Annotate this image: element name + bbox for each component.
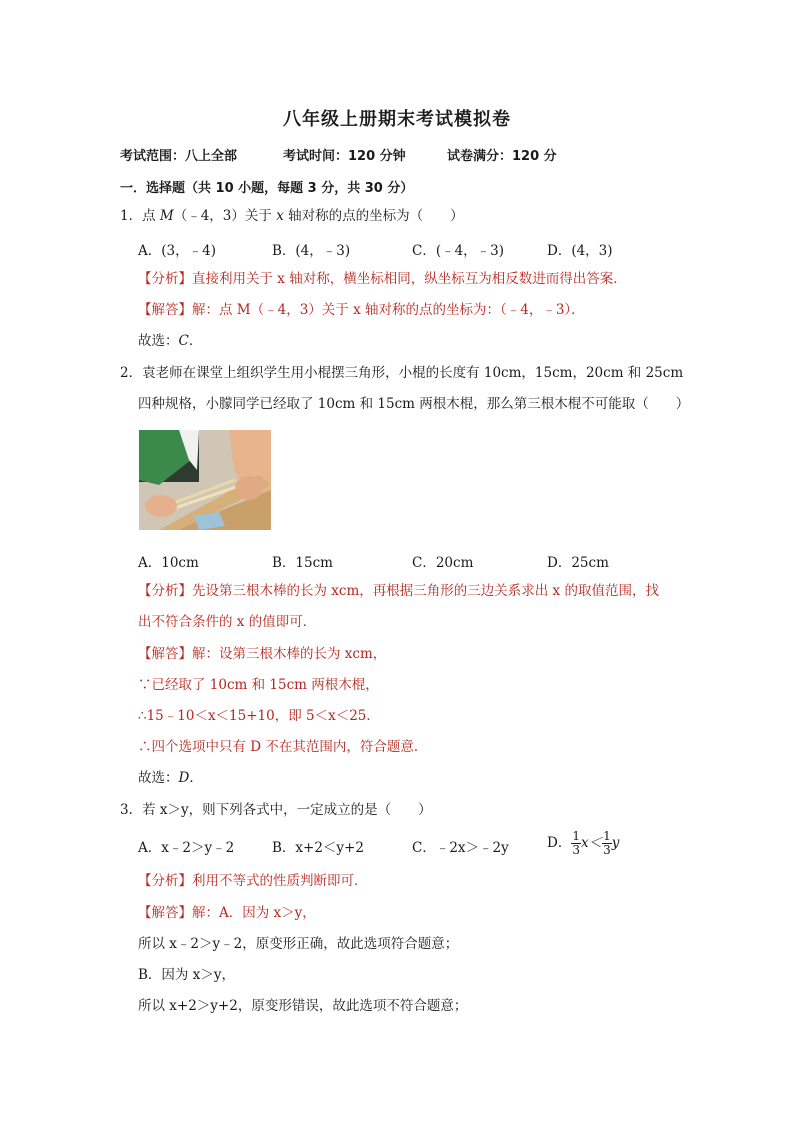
q3-option-b: B．x+2＜y+2 [272, 840, 364, 856]
exam-time: 考试时间：120 分钟 [283, 149, 406, 164]
q2-option-b: B．15cm [272, 555, 333, 571]
q2-analysis-line2: 出不符合条件的 x 的值即可． [138, 614, 317, 630]
q2-step2: ∴15﹣10＜x＜15+10，即 5＜x＜25． [138, 708, 380, 724]
sticks-photo [139, 430, 271, 530]
section-heading: 一．选择题（共 10 小题，每题 3 分，共 30 分） [120, 181, 414, 196]
q2-choice: 故选：D． [138, 770, 203, 786]
q1-choice: 故选：C． [138, 333, 203, 349]
q1-option-c: C．(﹣4，﹣3) [412, 243, 505, 259]
q3-analysis: 【分析】利用不等式的性质判断即可． [138, 873, 368, 889]
q2-stem-line2: 四种规格，小朦同学已经取了 10cm 和 15cm 两根木棍，那么第三根木棍不可能取（ ） [138, 396, 690, 412]
q3-line-b2: 所以 x+2＞y+2，原变形错误，故此选项不符合题意； [138, 998, 468, 1014]
q3-line-a: 所以 x﹣2＞y﹣2，原变形正确，故此选项符合题意； [138, 936, 459, 952]
q2-step1: ∵已经取了 10cm 和 15cm 两根木棍， [138, 677, 379, 693]
sticks-photo-illustration [139, 430, 271, 530]
exam-score: 试卷满分：120 分 [447, 149, 557, 164]
q1-answer: 【解答】解：点 M（﹣4，3）关于 x 轴对称的点的坐标为：（﹣4，﹣3）． [138, 302, 585, 318]
q1-option-b: B．(4，﹣3) [272, 243, 351, 259]
exam-range: 考试范围：八上全部 [120, 149, 238, 164]
q3-answer: 【解答】解：A．因为 x＞y， [138, 905, 316, 921]
q3-fraction-right: $\frac{1}{3}$ [603, 829, 611, 857]
q3-fraction-left: $\frac{1}{3}$ [572, 829, 580, 857]
q2-option-c: C．20cm [412, 555, 474, 571]
q3-line-b1: B．因为 x＞y， [138, 967, 235, 983]
q2-option-d: D．25cm [547, 555, 609, 571]
q1-option-d: D．(4，3) [547, 243, 613, 259]
q3-option-a: A．x﹣2＞y﹣2 [138, 840, 235, 856]
q2-stem-line1: 2．袁老师在课堂上组织学生用小棍摆三角形，小棍的长度有 10cm，15cm，20cm 和 25cm [120, 365, 684, 381]
q2-step3: ∴四个选项中只有 D 不在其范围内，符合题意． [138, 739, 428, 755]
q2-answer: 【解答】解：设第三根木棒的长为 xcm， [138, 646, 387, 662]
q1-option-a: A．(3，﹣4) [138, 243, 216, 259]
q1-stem: 1．点 M（﹣4，3）关于 x 轴对称的点的坐标为（ ） [120, 208, 464, 224]
q3-option-c: C．﹣2x＞﹣2y [412, 840, 509, 856]
q1-analysis: 【分析】直接利用关于 x 轴对称，横坐标相同，纵坐标互为相反数进而得出答案． [138, 271, 627, 287]
q2-option-a: A．10cm [138, 555, 199, 571]
q3-stem: 3．若 x＞y，则下列各式中，一定成立的是（ ） [120, 802, 432, 818]
q2-analysis-line1: 【分析】先设第三根木棒的长为 xcm，再根据三角形的三边关系求出 x 的取值范围，找 [138, 583, 659, 599]
page-title: 八年级上册期末考试模拟卷 [283, 109, 511, 130]
q3-option-d: D． $\frac{1}{3}$ x＜ $\frac{1}{3}$ y [547, 829, 620, 857]
